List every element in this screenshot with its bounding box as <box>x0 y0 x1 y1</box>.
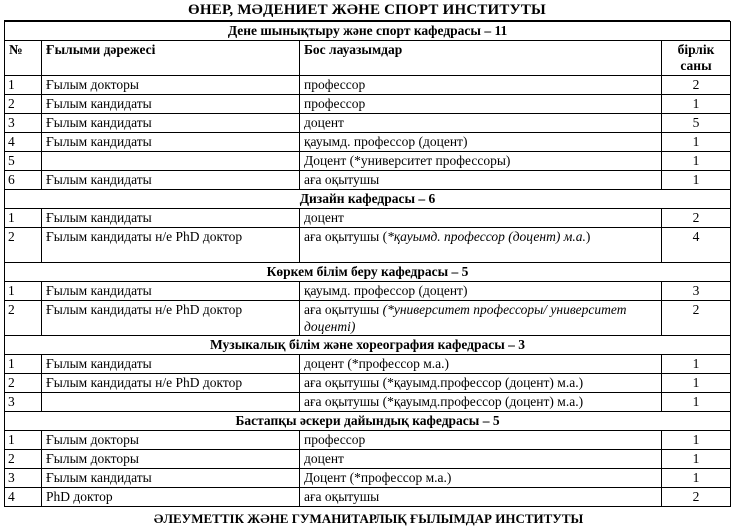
position-cell <box>300 488 662 507</box>
position-cell <box>300 171 662 190</box>
degree-cell: Ғылым кандидаты <box>42 95 300 114</box>
position-cell <box>300 209 662 228</box>
position-cell <box>300 374 662 393</box>
row-number: 2 <box>5 450 42 469</box>
department-heading: Дене шынықтыру және спорт кафедрасы – 11 <box>5 22 731 41</box>
department-heading-row <box>5 263 731 282</box>
position-cell <box>300 355 662 374</box>
position-cell <box>300 393 662 412</box>
position-note: (*университет профессоры/ университет доценті) <box>304 302 627 334</box>
department-heading-row <box>5 412 731 431</box>
document-page <box>4 0 730 507</box>
position-cell <box>300 450 662 469</box>
degree-cell: Ғылым кандидаты <box>42 171 300 190</box>
position-note: *қауымд. профессор (доцент) м.а. <box>387 229 586 244</box>
row-number: 1 <box>5 76 42 95</box>
count-cell: 3 <box>662 282 731 301</box>
position-text: Доцент (*университет профессоры) <box>304 153 511 168</box>
table-row <box>5 152 731 171</box>
row-number: 3 <box>5 114 42 133</box>
degree-cell: Ғылым кандидаты н/е PhD доктор <box>42 374 300 393</box>
row-number: 1 <box>5 431 42 450</box>
column-header-degree: Ғылыми дәрежесі <box>42 41 300 76</box>
degree-cell: Ғылым кандидаты <box>42 355 300 374</box>
degree-cell <box>42 393 300 412</box>
position-cell <box>300 133 662 152</box>
row-number: 2 <box>5 374 42 393</box>
count-cell: 2 <box>662 301 731 336</box>
department-heading: Дизайн кафедрасы – 6 <box>5 190 731 209</box>
department-heading: Көркем білім беру кафедрасы – 5 <box>5 263 731 282</box>
position-text: аға оқытушы <box>304 302 383 317</box>
degree-cell: Ғылым кандидаты <box>42 114 300 133</box>
position-text: доцент <box>304 115 344 130</box>
count-cell: 2 <box>662 76 731 95</box>
table-row <box>5 469 731 488</box>
row-number: 2 <box>5 301 42 336</box>
row-number: 1 <box>5 355 42 374</box>
position-cell <box>300 301 662 336</box>
department-heading: Бастапқы әскери дайындық кафедрасы – 5 <box>5 412 731 431</box>
column-header-positions: Бос лауазымдар <box>300 41 662 76</box>
position-cell <box>300 76 662 95</box>
degree-cell: Ғылым докторы <box>42 450 300 469</box>
vacancy-table <box>4 21 731 507</box>
row-number: 2 <box>5 228 42 263</box>
row-number: 5 <box>5 152 42 171</box>
position-cell <box>300 431 662 450</box>
count-cell: 1 <box>662 431 731 450</box>
table-row <box>5 209 731 228</box>
row-number: 4 <box>5 488 42 507</box>
count-cell: 1 <box>662 355 731 374</box>
position-cell <box>300 95 662 114</box>
column-header-count: бірлік саны <box>662 41 731 76</box>
degree-cell: Ғылым кандидаты <box>42 469 300 488</box>
table-row <box>5 374 731 393</box>
count-cell: 1 <box>662 152 731 171</box>
position-text: профессор <box>304 77 366 92</box>
position-note-end: ) <box>585 229 591 244</box>
table-row <box>5 114 731 133</box>
row-number: 2 <box>5 95 42 114</box>
position-cell <box>300 152 662 171</box>
position-cell <box>300 114 662 133</box>
position-text: аға оқытушы ( <box>304 229 388 244</box>
count-cell: 2 <box>662 209 731 228</box>
position-text: аға оқытушы (*қауымд.профессор (доцент) м.а.) <box>304 375 584 390</box>
degree-cell: Ғылым кандидаты <box>42 282 300 301</box>
position-cell <box>300 228 662 263</box>
table-row <box>5 133 731 152</box>
position-text: доцент (*профессор м.а.) <box>304 356 450 371</box>
department-heading: Музыкалық білім және хореография кафедрасы – 3 <box>5 336 731 355</box>
next-institute-title: ӘЛЕУМЕТТІК ЖӘНЕ ГУМАНИТАРЛЫҚ ҒЫЛЫМДАР ИНСТИТУТЫ <box>153 511 584 526</box>
department-heading-row <box>5 190 731 209</box>
column-header-number: № <box>5 41 42 76</box>
table-row <box>5 488 731 507</box>
department-heading-row <box>5 336 731 355</box>
table-row <box>5 393 731 412</box>
count-cell: 1 <box>662 469 731 488</box>
row-number: 3 <box>5 469 42 488</box>
count-cell: 1 <box>662 171 731 190</box>
position-text: аға оқытушы <box>304 489 380 504</box>
table-row <box>5 431 731 450</box>
position-text: аға оқытушы <box>304 172 380 187</box>
institute-title: ӨНЕР, МӘДЕНИЕТ ЖӘНЕ СПОРТ ИНСТИТУТЫ <box>4 0 730 21</box>
row-number: 1 <box>5 282 42 301</box>
table-row <box>5 450 731 469</box>
count-cell: 1 <box>662 133 731 152</box>
position-text: доцент <box>304 210 344 225</box>
row-number: 1 <box>5 209 42 228</box>
count-cell: 5 <box>662 114 731 133</box>
table-row <box>5 355 731 374</box>
degree-cell: Ғылым кандидаты н/е PhD доктор <box>42 301 300 336</box>
table-row <box>5 228 731 263</box>
count-cell: 2 <box>662 488 731 507</box>
count-cell: 1 <box>662 393 731 412</box>
degree-cell: Ғылым кандидаты <box>42 209 300 228</box>
degree-cell: Ғылым кандидаты н/е PhD доктор <box>42 228 300 263</box>
position-text: аға оқытушы (*қауымд.профессор (доцент) м.а.) <box>304 394 584 409</box>
count-cell: 1 <box>662 374 731 393</box>
table-row <box>5 301 731 336</box>
degree-cell: Ғылым докторы <box>42 76 300 95</box>
row-number: 4 <box>5 133 42 152</box>
count-cell: 1 <box>662 450 731 469</box>
table-row <box>5 95 731 114</box>
row-number: 3 <box>5 393 42 412</box>
position-cell <box>300 469 662 488</box>
degree-cell <box>42 152 300 171</box>
degree-cell: PhD доктор <box>42 488 300 507</box>
position-text: профессор <box>304 96 366 111</box>
position-cell <box>300 282 662 301</box>
degree-cell: Ғылым докторы <box>42 431 300 450</box>
table-row <box>5 76 731 95</box>
position-text: қауымд. профессор (доцент) <box>304 283 468 298</box>
table-row <box>5 282 731 301</box>
degree-cell: Ғылым кандидаты <box>42 133 300 152</box>
table-row <box>5 171 731 190</box>
row-number: 6 <box>5 171 42 190</box>
count-cell: 1 <box>662 95 731 114</box>
position-text: профессор <box>304 432 366 447</box>
position-text: қауымд. профессор (доцент) <box>304 134 468 149</box>
count-cell: 4 <box>662 228 731 263</box>
position-text: Доцент (*профессор м.а.) <box>304 470 452 485</box>
position-text: доцент <box>304 451 344 466</box>
